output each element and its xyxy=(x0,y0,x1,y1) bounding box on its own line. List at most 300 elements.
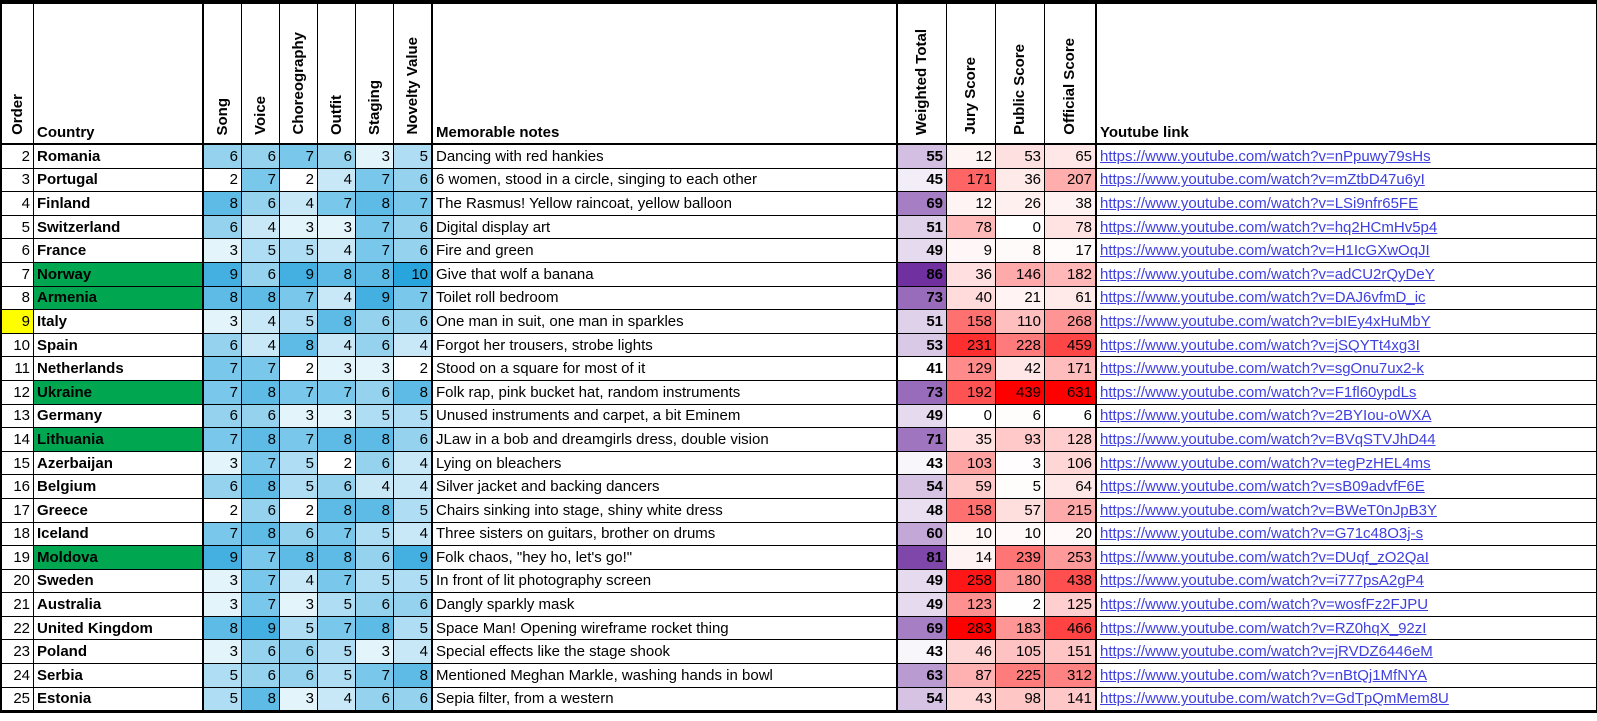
official-score-cell[interactable]: 466 xyxy=(1045,616,1097,640)
order-cell[interactable]: 20 xyxy=(1,569,34,593)
song-score-cell[interactable]: 8 xyxy=(203,286,242,310)
weighted-total-cell[interactable]: 71 xyxy=(897,428,947,452)
voice-score-cell[interactable]: 4 xyxy=(242,333,280,357)
column-header-choreography[interactable] xyxy=(280,2,318,144)
youtube-link-cell[interactable] xyxy=(1096,616,1597,640)
youtube-link[interactable]: https://www.youtube.com/watch?v=jRVDZ6446eM xyxy=(1100,643,1433,661)
song-score-cell[interactable]: 3 xyxy=(203,593,242,617)
country-cell[interactable]: Sweden xyxy=(34,569,204,593)
official-score-cell[interactable]: 438 xyxy=(1045,569,1097,593)
youtube-link[interactable]: https://www.youtube.com/watch?v=i777psA2gP4 xyxy=(1100,572,1424,590)
official-score-cell[interactable]: 151 xyxy=(1045,640,1097,664)
youtube-link-cell[interactable] xyxy=(1096,286,1597,310)
country-cell[interactable]: Greece xyxy=(34,498,204,522)
youtube-link[interactable]: https://www.youtube.com/watch?v=DUqf_zO2QaI xyxy=(1100,548,1429,566)
youtube-link[interactable]: https://www.youtube.com/watch?v=DAJ6vfmD_ic xyxy=(1100,289,1426,307)
youtube-link[interactable]: https://www.youtube.com/watch?v=RZ0hqX_92zI xyxy=(1100,619,1427,637)
order-cell[interactable]: 7 xyxy=(1,262,34,286)
weighted-total-cell[interactable]: 49 xyxy=(897,593,947,617)
youtube-link-cell[interactable] xyxy=(1096,475,1597,499)
choreography-score-cell[interactable]: 6 xyxy=(280,640,318,664)
song-score-cell[interactable]: 3 xyxy=(203,640,242,664)
choreography-score-cell[interactable]: 7 xyxy=(280,286,318,310)
youtube-link[interactable]: https://www.youtube.com/watch?v=sB09advfF6E xyxy=(1100,478,1425,496)
novelty-score-cell[interactable]: 6 xyxy=(394,593,433,617)
voice-score-cell[interactable]: 7 xyxy=(242,593,280,617)
choreography-score-cell[interactable]: 3 xyxy=(280,404,318,428)
country-cell[interactable]: Portugal xyxy=(34,168,204,192)
song-score-cell[interactable]: 5 xyxy=(203,687,242,712)
outfit-score-cell[interactable]: 3 xyxy=(318,215,356,239)
jury-score-cell[interactable]: 158 xyxy=(947,310,996,334)
column-header-jury[interactable] xyxy=(947,2,996,144)
public-score-cell[interactable]: 10 xyxy=(996,522,1045,546)
order-cell[interactable]: 12 xyxy=(1,380,34,404)
voice-score-cell[interactable]: 8 xyxy=(242,286,280,310)
weighted-total-cell[interactable]: 51 xyxy=(897,215,947,239)
novelty-score-cell[interactable]: 4 xyxy=(394,333,433,357)
song-score-cell[interactable]: 8 xyxy=(203,192,242,216)
youtube-link-cell[interactable] xyxy=(1096,192,1597,216)
column-header-song[interactable] xyxy=(203,2,242,144)
song-score-cell[interactable]: 6 xyxy=(203,333,242,357)
weighted-total-cell[interactable]: 41 xyxy=(897,357,947,381)
public-score-cell[interactable]: 239 xyxy=(996,546,1045,570)
public-score-cell[interactable]: 180 xyxy=(996,569,1045,593)
column-header-novelty[interactable] xyxy=(394,2,433,144)
order-cell[interactable]: 24 xyxy=(1,664,34,688)
voice-score-cell[interactable]: 4 xyxy=(242,215,280,239)
country-cell[interactable]: Serbia xyxy=(34,664,204,688)
voice-score-cell[interactable]: 6 xyxy=(242,262,280,286)
jury-score-cell[interactable]: 158 xyxy=(947,498,996,522)
song-score-cell[interactable]: 5 xyxy=(203,664,242,688)
country-cell[interactable]: Australia xyxy=(34,593,204,617)
staging-score-cell[interactable]: 5 xyxy=(356,404,394,428)
order-cell[interactable]: 8 xyxy=(1,286,34,310)
song-score-cell[interactable]: 3 xyxy=(203,569,242,593)
voice-score-cell[interactable]: 8 xyxy=(242,428,280,452)
song-score-cell[interactable]: 3 xyxy=(203,310,242,334)
official-score-cell[interactable]: 268 xyxy=(1045,310,1097,334)
youtube-link[interactable]: https://www.youtube.com/watch?v=LSi9nfr65FE xyxy=(1100,194,1419,212)
order-cell[interactable]: 10 xyxy=(1,333,34,357)
jury-score-cell[interactable]: 192 xyxy=(947,380,996,404)
column-header-staging[interactable] xyxy=(356,2,394,144)
order-cell[interactable]: 3 xyxy=(1,168,34,192)
novelty-score-cell[interactable]: 4 xyxy=(394,640,433,664)
staging-score-cell[interactable]: 9 xyxy=(356,286,394,310)
official-score-cell[interactable]: 631 xyxy=(1045,380,1097,404)
youtube-link-cell[interactable] xyxy=(1096,593,1597,617)
country-cell[interactable]: Italy xyxy=(34,310,204,334)
column-header-notes[interactable] xyxy=(432,2,897,144)
weighted-total-cell[interactable]: 48 xyxy=(897,498,947,522)
official-score-cell[interactable]: 459 xyxy=(1045,333,1097,357)
country-cell[interactable]: Spain xyxy=(34,333,204,357)
public-score-cell[interactable]: 53 xyxy=(996,144,1045,168)
jury-score-cell[interactable]: 10 xyxy=(947,522,996,546)
youtube-link[interactable]: https://www.youtube.com/watch?v=sgOnu7ux2-k xyxy=(1100,360,1424,378)
staging-score-cell[interactable]: 7 xyxy=(356,215,394,239)
official-score-cell[interactable]: 20 xyxy=(1045,522,1097,546)
voice-score-cell[interactable]: 5 xyxy=(242,239,280,263)
country-cell[interactable]: Germany xyxy=(34,404,204,428)
youtube-link-cell[interactable] xyxy=(1096,569,1597,593)
youtube-link[interactable]: https://www.youtube.com/watch?v=2BYIou-oWXA xyxy=(1100,407,1432,425)
song-score-cell[interactable]: 3 xyxy=(203,451,242,475)
outfit-score-cell[interactable]: 6 xyxy=(318,475,356,499)
voice-score-cell[interactable]: 8 xyxy=(242,522,280,546)
order-cell[interactable]: 14 xyxy=(1,428,34,452)
weighted-total-cell[interactable]: 73 xyxy=(897,286,947,310)
song-score-cell[interactable]: 6 xyxy=(203,404,242,428)
youtube-link-cell[interactable] xyxy=(1096,168,1597,192)
youtube-link-cell[interactable] xyxy=(1096,640,1597,664)
public-score-cell[interactable]: 8 xyxy=(996,239,1045,263)
song-score-cell[interactable]: 9 xyxy=(203,546,242,570)
staging-score-cell[interactable]: 7 xyxy=(356,239,394,263)
song-score-cell[interactable]: 2 xyxy=(203,168,242,192)
weighted-total-cell[interactable]: 43 xyxy=(897,640,947,664)
youtube-link[interactable]: https://www.youtube.com/watch?v=hq2HCmHv5p4 xyxy=(1100,218,1438,236)
staging-score-cell[interactable]: 6 xyxy=(356,687,394,712)
country-cell[interactable]: Moldova xyxy=(34,546,204,570)
memorable-notes-cell[interactable]: Lying on bleachers xyxy=(432,451,897,475)
voice-score-cell[interactable]: 6 xyxy=(242,664,280,688)
column-header-public[interactable] xyxy=(996,2,1045,144)
song-score-cell[interactable]: 2 xyxy=(203,498,242,522)
outfit-score-cell[interactable]: 7 xyxy=(318,380,356,404)
youtube-link[interactable]: https://www.youtube.com/watch?v=adCU2rQyDeY xyxy=(1100,265,1435,283)
order-cell[interactable]: 25 xyxy=(1,687,34,712)
country-cell[interactable]: Poland xyxy=(34,640,204,664)
novelty-score-cell[interactable]: 7 xyxy=(394,192,433,216)
order-cell[interactable]: 16 xyxy=(1,475,34,499)
youtube-link[interactable]: https://www.youtube.com/watch?v=F1fl60ypdLs xyxy=(1100,383,1417,401)
memorable-notes-cell[interactable]: Silver jacket and backing dancers xyxy=(432,475,897,499)
youtube-link[interactable]: https://www.youtube.com/watch?v=nBtQj1MfNYA xyxy=(1100,666,1427,684)
choreography-score-cell[interactable]: 4 xyxy=(280,569,318,593)
country-cell[interactable]: Belgium xyxy=(34,475,204,499)
choreography-score-cell[interactable]: 7 xyxy=(280,380,318,404)
youtube-link-cell[interactable] xyxy=(1096,664,1597,688)
voice-score-cell[interactable]: 7 xyxy=(242,168,280,192)
novelty-score-cell[interactable]: 5 xyxy=(394,616,433,640)
weighted-total-cell[interactable]: 81 xyxy=(897,546,947,570)
outfit-score-cell[interactable]: 2 xyxy=(318,451,356,475)
public-score-cell[interactable]: 98 xyxy=(996,687,1045,712)
novelty-score-cell[interactable]: 9 xyxy=(394,546,433,570)
public-score-cell[interactable]: 225 xyxy=(996,664,1045,688)
public-score-cell[interactable]: 6 xyxy=(996,404,1045,428)
outfit-score-cell[interactable]: 3 xyxy=(318,357,356,381)
song-score-cell[interactable]: 8 xyxy=(203,616,242,640)
public-score-cell[interactable]: 5 xyxy=(996,475,1045,499)
official-score-cell[interactable]: 253 xyxy=(1045,546,1097,570)
outfit-score-cell[interactable]: 7 xyxy=(318,522,356,546)
youtube-link-cell[interactable] xyxy=(1096,451,1597,475)
song-score-cell[interactable]: 7 xyxy=(203,380,242,404)
outfit-score-cell[interactable]: 5 xyxy=(318,593,356,617)
novelty-score-cell[interactable]: 2 xyxy=(394,357,433,381)
novelty-score-cell[interactable]: 5 xyxy=(394,498,433,522)
order-cell[interactable]: 17 xyxy=(1,498,34,522)
staging-score-cell[interactable]: 6 xyxy=(356,310,394,334)
novelty-score-cell[interactable]: 6 xyxy=(394,687,433,712)
outfit-score-cell[interactable]: 8 xyxy=(318,546,356,570)
weighted-total-cell[interactable]: 86 xyxy=(897,262,947,286)
voice-score-cell[interactable]: 8 xyxy=(242,380,280,404)
youtube-link[interactable]: https://www.youtube.com/watch?v=GdTpQmMem8U xyxy=(1100,690,1449,708)
jury-score-cell[interactable]: 43 xyxy=(947,687,996,712)
official-score-cell[interactable]: 207 xyxy=(1045,168,1097,192)
weighted-total-cell[interactable]: 73 xyxy=(897,380,947,404)
public-score-cell[interactable]: 21 xyxy=(996,286,1045,310)
staging-score-cell[interactable]: 8 xyxy=(356,498,394,522)
memorable-notes-cell[interactable]: Stood on a square for most of it xyxy=(432,357,897,381)
voice-score-cell[interactable]: 7 xyxy=(242,569,280,593)
choreography-score-cell[interactable]: 7 xyxy=(280,428,318,452)
memorable-notes-cell[interactable]: One man in suit, one man in sparkles xyxy=(432,310,897,334)
memorable-notes-cell[interactable]: Sepia filter, from a western xyxy=(432,687,897,712)
youtube-link-cell[interactable] xyxy=(1096,546,1597,570)
weighted-total-cell[interactable]: 49 xyxy=(897,569,947,593)
order-cell[interactable]: 5 xyxy=(1,215,34,239)
public-score-cell[interactable]: 110 xyxy=(996,310,1045,334)
order-cell[interactable]: 21 xyxy=(1,593,34,617)
order-cell[interactable]: 23 xyxy=(1,640,34,664)
country-cell[interactable]: Azerbaijan xyxy=(34,451,204,475)
weighted-total-cell[interactable]: 60 xyxy=(897,522,947,546)
jury-score-cell[interactable]: 283 xyxy=(947,616,996,640)
choreography-score-cell[interactable]: 3 xyxy=(280,593,318,617)
memorable-notes-cell[interactable]: Digital display art xyxy=(432,215,897,239)
choreography-score-cell[interactable]: 8 xyxy=(280,546,318,570)
choreography-score-cell[interactable]: 5 xyxy=(280,239,318,263)
weighted-total-cell[interactable]: 49 xyxy=(897,404,947,428)
youtube-link-cell[interactable] xyxy=(1096,333,1597,357)
weighted-total-cell[interactable]: 45 xyxy=(897,168,947,192)
country-cell[interactable]: Switzerland xyxy=(34,215,204,239)
voice-score-cell[interactable]: 6 xyxy=(242,192,280,216)
jury-score-cell[interactable]: 9 xyxy=(947,239,996,263)
outfit-score-cell[interactable]: 8 xyxy=(318,262,356,286)
memorable-notes-cell[interactable]: Forgot her trousers, strobe lights xyxy=(432,333,897,357)
youtube-link-cell[interactable] xyxy=(1096,357,1597,381)
memorable-notes-cell[interactable]: Dancing with red hankies xyxy=(432,144,897,168)
order-cell[interactable]: 18 xyxy=(1,522,34,546)
choreography-score-cell[interactable]: 5 xyxy=(280,616,318,640)
song-score-cell[interactable]: 9 xyxy=(203,262,242,286)
official-score-cell[interactable]: 65 xyxy=(1045,144,1097,168)
official-score-cell[interactable]: 78 xyxy=(1045,215,1097,239)
song-score-cell[interactable]: 7 xyxy=(203,522,242,546)
novelty-score-cell[interactable]: 5 xyxy=(394,569,433,593)
public-score-cell[interactable]: 93 xyxy=(996,428,1045,452)
staging-score-cell[interactable]: 8 xyxy=(356,616,394,640)
jury-score-cell[interactable]: 59 xyxy=(947,475,996,499)
weighted-total-cell[interactable]: 49 xyxy=(897,239,947,263)
youtube-link-cell[interactable] xyxy=(1096,498,1597,522)
jury-score-cell[interactable]: 40 xyxy=(947,286,996,310)
memorable-notes-cell[interactable]: Dangly sparkly mask xyxy=(432,593,897,617)
voice-score-cell[interactable]: 6 xyxy=(242,498,280,522)
choreography-score-cell[interactable]: 3 xyxy=(280,215,318,239)
order-cell[interactable]: 13 xyxy=(1,404,34,428)
column-header-voice[interactable] xyxy=(242,2,280,144)
novelty-score-cell[interactable]: 4 xyxy=(394,475,433,499)
jury-score-cell[interactable]: 258 xyxy=(947,569,996,593)
staging-score-cell[interactable]: 6 xyxy=(356,333,394,357)
song-score-cell[interactable]: 6 xyxy=(203,475,242,499)
country-cell[interactable]: France xyxy=(34,239,204,263)
staging-score-cell[interactable]: 5 xyxy=(356,522,394,546)
youtube-link-cell[interactable] xyxy=(1096,262,1597,286)
order-cell[interactable]: 22 xyxy=(1,616,34,640)
official-score-cell[interactable]: 6 xyxy=(1045,404,1097,428)
staging-score-cell[interactable]: 6 xyxy=(356,451,394,475)
memorable-notes-cell[interactable]: Toilet roll bedroom xyxy=(432,286,897,310)
public-score-cell[interactable]: 36 xyxy=(996,168,1045,192)
memorable-notes-cell[interactable]: Chairs sinking into stage, shiny white dress xyxy=(432,498,897,522)
order-cell[interactable]: 6 xyxy=(1,239,34,263)
official-score-cell[interactable]: 61 xyxy=(1045,286,1097,310)
official-score-cell[interactable]: 141 xyxy=(1045,687,1097,712)
choreography-score-cell[interactable]: 3 xyxy=(280,687,318,712)
novelty-score-cell[interactable]: 8 xyxy=(394,664,433,688)
choreography-score-cell[interactable]: 6 xyxy=(280,664,318,688)
memorable-notes-cell[interactable]: Folk chaos, "hey ho, let's go!" xyxy=(432,546,897,570)
weighted-total-cell[interactable]: 69 xyxy=(897,616,947,640)
public-score-cell[interactable]: 57 xyxy=(996,498,1045,522)
staging-score-cell[interactable]: 3 xyxy=(356,144,394,168)
public-score-cell[interactable]: 2 xyxy=(996,593,1045,617)
column-header-order[interactable] xyxy=(1,2,34,144)
youtube-link-cell[interactable] xyxy=(1096,215,1597,239)
novelty-score-cell[interactable]: 6 xyxy=(394,310,433,334)
column-header-weighted[interactable] xyxy=(897,2,947,144)
outfit-score-cell[interactable]: 8 xyxy=(318,428,356,452)
jury-score-cell[interactable]: 12 xyxy=(947,192,996,216)
order-cell[interactable]: 4 xyxy=(1,192,34,216)
voice-score-cell[interactable]: 7 xyxy=(242,357,280,381)
voice-score-cell[interactable]: 6 xyxy=(242,144,280,168)
staging-score-cell[interactable]: 7 xyxy=(356,664,394,688)
choreography-score-cell[interactable]: 2 xyxy=(280,168,318,192)
jury-score-cell[interactable]: 103 xyxy=(947,451,996,475)
memorable-notes-cell[interactable]: Mentioned Meghan Markle, washing hands in bowl xyxy=(432,664,897,688)
youtube-link-cell[interactable] xyxy=(1096,380,1597,404)
youtube-link[interactable]: https://www.youtube.com/watch?v=bIEy4xHuMbY xyxy=(1100,312,1431,330)
voice-score-cell[interactable]: 8 xyxy=(242,475,280,499)
outfit-score-cell[interactable]: 5 xyxy=(318,640,356,664)
novelty-score-cell[interactable]: 4 xyxy=(394,451,433,475)
staging-score-cell[interactable]: 3 xyxy=(356,357,394,381)
country-cell[interactable]: United Kingdom xyxy=(34,616,204,640)
outfit-score-cell[interactable]: 4 xyxy=(318,239,356,263)
public-score-cell[interactable]: 105 xyxy=(996,640,1045,664)
column-header-link[interactable] xyxy=(1096,2,1597,144)
order-cell[interactable]: 19 xyxy=(1,546,34,570)
order-cell[interactable]: 11 xyxy=(1,357,34,381)
order-cell[interactable]: 2 xyxy=(1,144,34,168)
jury-score-cell[interactable]: 129 xyxy=(947,357,996,381)
memorable-notes-cell[interactable]: Give that wolf a banana xyxy=(432,262,897,286)
novelty-score-cell[interactable]: 5 xyxy=(394,404,433,428)
public-score-cell[interactable]: 183 xyxy=(996,616,1045,640)
official-score-cell[interactable]: 17 xyxy=(1045,239,1097,263)
public-score-cell[interactable]: 26 xyxy=(996,192,1045,216)
weighted-total-cell[interactable]: 43 xyxy=(897,451,947,475)
youtube-link[interactable]: https://www.youtube.com/watch?v=mZtbD47u6yI xyxy=(1100,171,1425,189)
youtube-link[interactable]: https://www.youtube.com/watch?v=nPpuwy79sHs xyxy=(1100,147,1431,165)
official-score-cell[interactable]: 38 xyxy=(1045,192,1097,216)
choreography-score-cell[interactable]: 6 xyxy=(280,522,318,546)
staging-score-cell[interactable]: 8 xyxy=(356,192,394,216)
voice-score-cell[interactable]: 7 xyxy=(242,546,280,570)
youtube-link[interactable]: https://www.youtube.com/watch?v=H1IcGXwOqJI xyxy=(1100,242,1430,260)
staging-score-cell[interactable]: 5 xyxy=(356,569,394,593)
column-header-outfit[interactable] xyxy=(318,2,356,144)
weighted-total-cell[interactable]: 55 xyxy=(897,144,947,168)
public-score-cell[interactable]: 42 xyxy=(996,357,1045,381)
official-score-cell[interactable]: 171 xyxy=(1045,357,1097,381)
youtube-link[interactable]: https://www.youtube.com/watch?v=BVqSTVJhD44 xyxy=(1100,430,1436,448)
country-cell[interactable]: Armenia xyxy=(34,286,204,310)
outfit-score-cell[interactable]: 4 xyxy=(318,286,356,310)
voice-score-cell[interactable]: 6 xyxy=(242,640,280,664)
weighted-total-cell[interactable]: 54 xyxy=(897,687,947,712)
official-score-cell[interactable]: 312 xyxy=(1045,664,1097,688)
choreography-score-cell[interactable]: 7 xyxy=(280,144,318,168)
youtube-link[interactable]: https://www.youtube.com/watch?v=tegPzHEL4ms xyxy=(1100,454,1431,472)
outfit-score-cell[interactable]: 6 xyxy=(318,144,356,168)
youtube-link-cell[interactable] xyxy=(1096,239,1597,263)
memorable-notes-cell[interactable]: Fire and green xyxy=(432,239,897,263)
order-cell[interactable]: 9 xyxy=(1,310,34,334)
memorable-notes-cell[interactable]: In front of lit photography screen xyxy=(432,569,897,593)
jury-score-cell[interactable]: 36 xyxy=(947,262,996,286)
country-cell[interactable]: Iceland xyxy=(34,522,204,546)
choreography-score-cell[interactable]: 5 xyxy=(280,451,318,475)
novelty-score-cell[interactable]: 8 xyxy=(394,380,433,404)
staging-score-cell[interactable]: 3 xyxy=(356,640,394,664)
youtube-link-cell[interactable] xyxy=(1096,404,1597,428)
jury-score-cell[interactable]: 231 xyxy=(947,333,996,357)
staging-score-cell[interactable]: 6 xyxy=(356,380,394,404)
novelty-score-cell[interactable]: 7 xyxy=(394,286,433,310)
staging-score-cell[interactable]: 8 xyxy=(356,262,394,286)
memorable-notes-cell[interactable]: Special effects like the stage shook xyxy=(432,640,897,664)
outfit-score-cell[interactable]: 7 xyxy=(318,569,356,593)
voice-score-cell[interactable]: 7 xyxy=(242,451,280,475)
song-score-cell[interactable]: 3 xyxy=(203,239,242,263)
country-cell[interactable]: Netherlands xyxy=(34,357,204,381)
public-score-cell[interactable]: 439 xyxy=(996,380,1045,404)
public-score-cell[interactable]: 146 xyxy=(996,262,1045,286)
youtube-link-cell[interactable] xyxy=(1096,428,1597,452)
weighted-total-cell[interactable]: 69 xyxy=(897,192,947,216)
staging-score-cell[interactable]: 6 xyxy=(356,593,394,617)
voice-score-cell[interactable]: 4 xyxy=(242,310,280,334)
choreography-score-cell[interactable]: 5 xyxy=(280,310,318,334)
staging-score-cell[interactable]: 7 xyxy=(356,168,394,192)
memorable-notes-cell[interactable]: Three sisters on guitars, brother on drums xyxy=(432,522,897,546)
choreography-score-cell[interactable]: 2 xyxy=(280,498,318,522)
weighted-total-cell[interactable]: 54 xyxy=(897,475,947,499)
official-score-cell[interactable]: 182 xyxy=(1045,262,1097,286)
